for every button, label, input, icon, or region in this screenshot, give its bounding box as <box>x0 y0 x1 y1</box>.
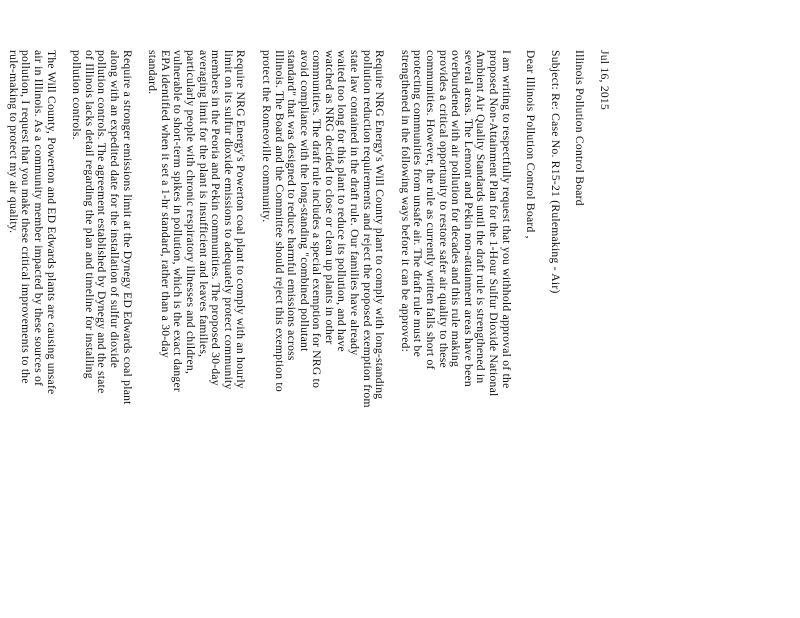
letter-salutation: Dear Illinois Pollution Control Board , <box>524 50 538 239</box>
paragraph-line: waited too long for this plant to reduce its pollution, and have <box>335 50 349 352</box>
paragraph-line: The Will County, Powerton and ED Edwards plants are causing unsafe <box>44 50 58 395</box>
letter-subject: Subject: Re: Case No. R15-21 (Rulemaking - Air) <box>548 50 562 294</box>
paragraph-line: strengthened in the following ways before it can be approved: <box>398 50 412 353</box>
paragraph-line: along with an expedited date for the installation of sulfur dioxide <box>108 50 121 369</box>
letter <box>6 50 611 618</box>
paragraph-line: overburdened with air pollution for decades and this rule making <box>449 50 463 368</box>
paragraph-line: Require a stronger emissions limit at the Dynegy ED Edwards coal plant <box>120 50 134 405</box>
paragraph-line: pollution, I request that you make these critical improvements to the <box>19 50 33 384</box>
paragraph <box>6 50 56 618</box>
letter-recipient: Illinois Pollution Control Board <box>573 50 587 206</box>
paragraph <box>398 50 511 618</box>
paragraph-line: pollution controls. <box>70 50 84 140</box>
paragraph-line: provides a critical opportunity to restore safer air quality to these <box>436 50 450 368</box>
paragraph-line: averaging limit for the plant is insufficient and leaves families, <box>196 50 210 358</box>
paragraph <box>259 50 385 618</box>
paragraph-line: communities. However, the rule as currently written falls short of <box>424 50 438 370</box>
paragraph-line: vulnerable to short-term spikes in pollution, which is the exact danger <box>171 50 185 392</box>
letter-date: Jul 16, 2015 <box>598 50 611 111</box>
paragraph-line: proposed Non-Attainment Plan for the 1-Hour Sulfur Dioxide National <box>487 50 501 397</box>
paragraph-line: watched as NRG decided to close or clean up plants in other <box>322 50 336 345</box>
paragraph-line: state law contained in the draft rule. Our families have already <box>348 50 362 356</box>
paragraph-line: Illinois. The Board and the Committee should reject this exemption to <box>272 50 286 392</box>
paragraph-line: Require NRG Energy's Will County plant to comply with long-standing <box>373 50 387 400</box>
paragraph-line: standard" that was designed to reduce harmful emissions across <box>285 50 299 361</box>
paragraph-line: Require NRG Energy's Powerton coal plant to comply with an hourly <box>234 50 248 389</box>
paragraph-line: protect the Romeoville community. <box>259 50 273 223</box>
paragraph-line: I am writing to respectfully request that you withhold approval of the <box>499 50 513 389</box>
paragraph-line: protecting communities from unsafe air. The draft rule must be <box>411 50 425 357</box>
paragraph-line: standard. <box>146 50 160 95</box>
paragraph-line: pollution reduction requirements and reject the proposed exemption from <box>360 50 374 408</box>
paragraph-line: communities. The draft rule includes a special exemption for NRG to <box>310 50 324 389</box>
paragraph-line: EPA identified when it set a 1-hr standard, rather than a 30-day <box>158 50 172 358</box>
paragraph-line: air in Illinois. As a community member impacted by these sources of <box>32 50 46 387</box>
paragraph-line: several areas. The Lemont and Pekin non-attainment areas have been <box>461 50 475 387</box>
paragraph-line: Ambient Air Quality Standards until the draft rule is strengthened in <box>474 50 488 384</box>
paragraph-line: of Illinois lacks detail regarding the plan and timeline for installing <box>82 50 96 379</box>
paragraph-line: rule-making to protect my air quality. <box>6 50 20 234</box>
paragraph-line: particularly people with chronic respiratory illnesses and children, <box>183 50 197 375</box>
paragraph-line: avoid compliance with the long-standing "combined pollutant <box>297 50 311 352</box>
paragraph-line: pollution controls. The agreement established by Dynegy and the state <box>95 50 109 394</box>
paragraph <box>146 50 247 618</box>
paragraph <box>70 50 133 618</box>
paragraph-line: members in the Peoria and Pekin communities. The proposed 30-day <box>209 50 223 386</box>
paragraph-line: limit on its sulfur dioxide emissions to adequately protect community <box>221 50 235 390</box>
